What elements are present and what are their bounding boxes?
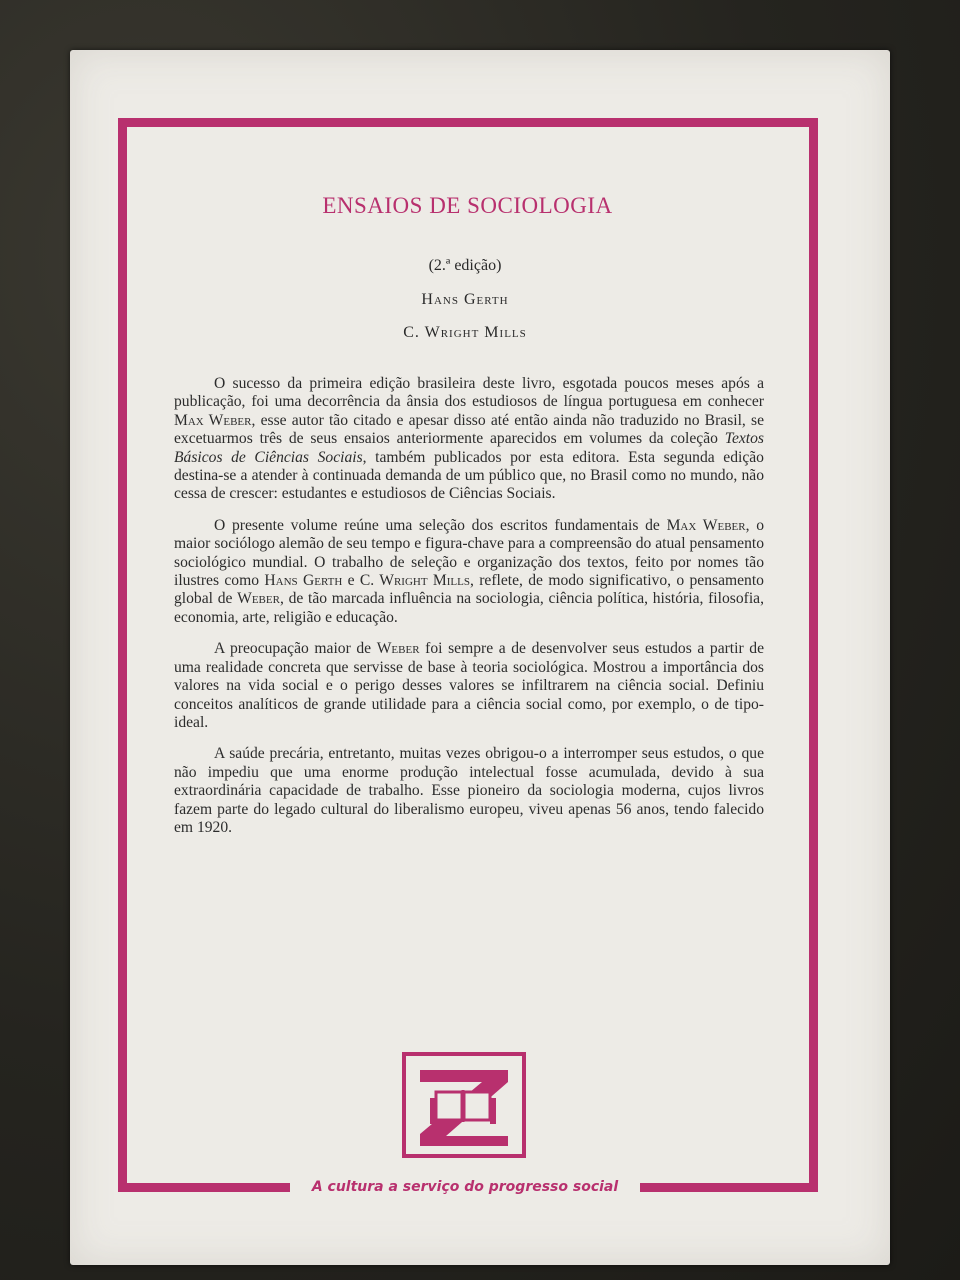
author-hans-gerth: Hans Gerth — [421, 291, 509, 308]
author-c-wright-mills: C. Wright Mills — [403, 324, 527, 341]
blurb-paragraph-3: A preocupação maior de Weber foi sempre a de desenvolver seus estudos a partir de uma realidade concreta que servisse de base à teoria sociológica. Mostrou a importância dos valores na vida social e o perigo desses valores se infiltrarem na ciência social. Definiu conceitos analíticos de grande utilidade para a ciência social como, por exemplo, o de tipo-ideal. — [174, 640, 764, 731]
publisher-logo-icon — [402, 1052, 526, 1158]
edition-label: (2.ª edição) — [428, 257, 502, 274]
blurb-paragraph-2: O presente volume reúne uma seleção dos escritos fundamentais de Max Weber, o maior sociólogo alemão de seu tempo e figura-chave para a compreensão do atual pensamento sociológico mundial. O trabalho de seleção e organização dos textos, feito por nomes tão ilustres como Hans Gerth e C. Wright Mills, reflete, de modo significativo, o pensamento global de Weber, de tão marcada influência na sociologia, ciência política, história, filosofia, economia, arte, religião e educação. — [174, 516, 765, 626]
blurb-paragraph-1: O sucesso da primeira edição brasileira deste livro, esgotada poucos meses após a publicação, foi uma decorrência da ânsia dos estudiosos de língua portuguesa em conhecer Max Weber, esse autor tão citado e apesar disso até então ainda não traduzido no Brasil, se excetuarmos três de seus ensaios anteriormente aparecidos em volumes da coleção Textos Básicos de Ciências Sociais, também publicados por esta editora. Esta segunda edição destina-se a atender à continuada demanda de um público que, no Brasil como no mundo, não cessa de crescer: estudantes e estudiosos de Ciências Sociais. — [174, 375, 765, 503]
blurb-paragraph-4: A saúde precária, entretanto, muitas vezes obrigou-o a interromper seus estudos, o que não impediu que uma enorme produção intelectual fosse acumulada, devido à sua extraordinária capacidade de trabalho. Esse pioneiro da sociologia moderna, cujos livros fazem parte do legado cultural do liberalismo europeu, viveu apenas 56 anos, tendo falecido em 1920. — [174, 745, 764, 836]
book-title: ENSAIOS DE SOCIOLOGIA — [322, 193, 613, 218]
blurb-text — [174, 375, 764, 850]
publisher-slogan: A cultura a serviço do progresso social — [290, 1175, 640, 1199]
